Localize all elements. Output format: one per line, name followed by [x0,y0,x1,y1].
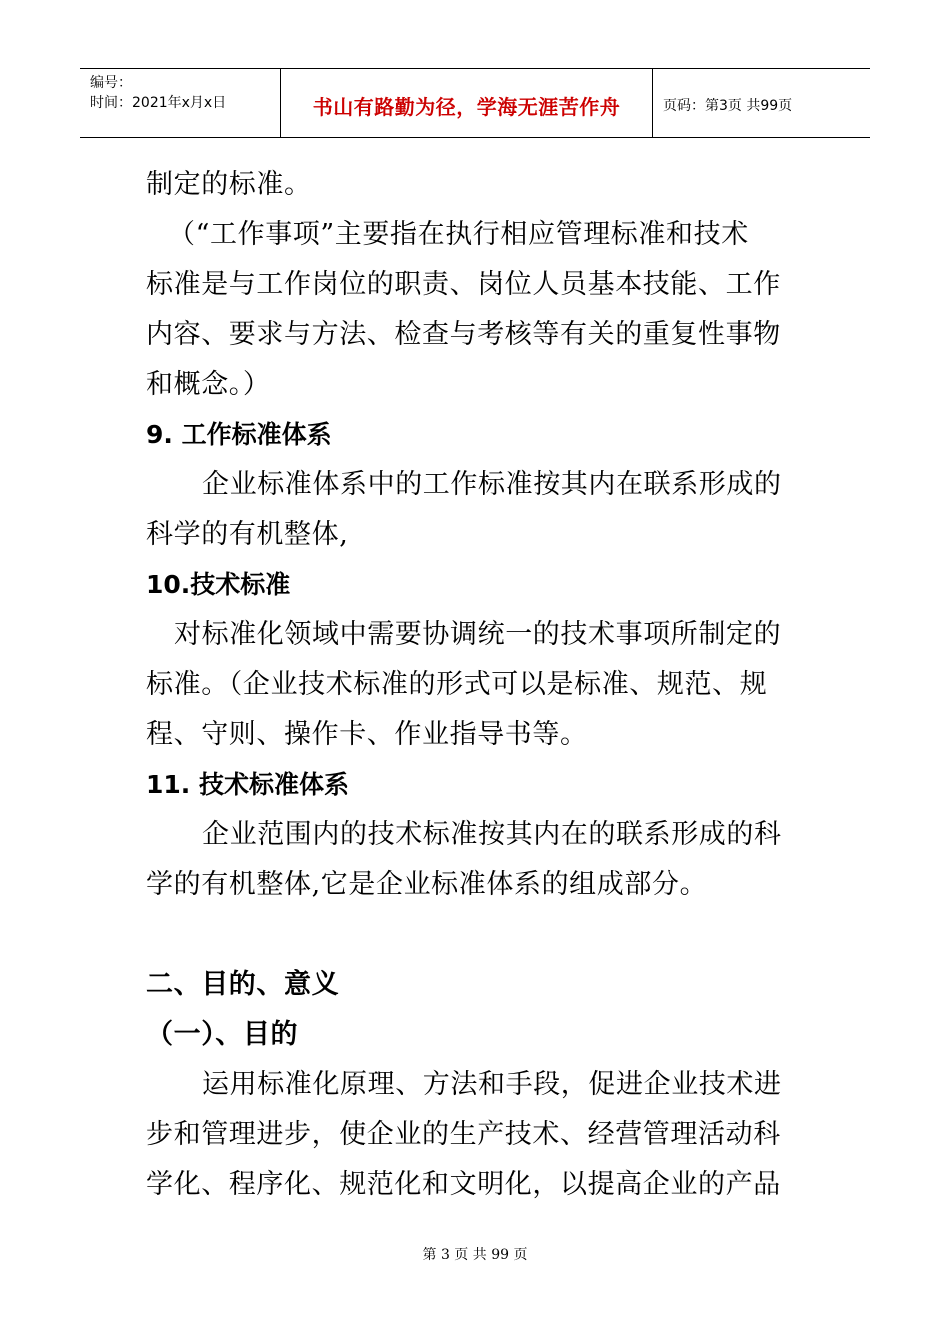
header-page-info: 页码：第3页 共99页 [663,98,793,114]
paragraph-line: 标准。（企业技术标准的形式可以是标准、规范、规 [146,669,768,700]
paragraph-line: 内容、要求与方法、检查与考核等有关的重复性事物 [146,319,781,350]
header-page-cell [653,69,870,137]
document-body [146,160,816,1210]
blank-line [146,910,816,960]
paragraph-line: 制定的标准。 [146,169,312,200]
header-motto: 书山有路勤为径，学海无涯苦作舟 [312,94,621,119]
header-motto-cell [281,69,653,137]
paragraph-line: 科学的有机整体, [146,519,349,550]
paragraph-line: 和概念。） [146,369,271,400]
paragraph-line: 对标准化领域中需要协调统一的技术事项所制定的 [174,619,782,650]
document-number-label: 编号： [90,75,132,91]
section-heading: 11. 技术标准体系 [146,770,349,799]
paragraph-line: 企业范围内的技术标准按其内在的联系形成的科 [202,819,782,850]
section-heading: 10.技术标准 [146,570,291,599]
paragraph-line: 企业标准体系中的工作标准按其内在联系形成的 [202,469,782,500]
document-time-label: 时间：2021年x月x日 [90,95,227,111]
header-meta [80,69,281,137]
paragraph-line: 学化、程序化、规范化和文明化，以提高企业的产品 [146,1169,781,1200]
section-heading: 9. 工作标准体系 [146,420,332,449]
page-footer: 第 3 页 共 99 页 [422,1247,528,1263]
paragraph-line: 步和管理进步，使企业的生产技术、经营管理活动科 [146,1119,781,1150]
paragraph-line: 运用标准化原理、方法和手段，促进企业技术进 [202,1069,782,1100]
paragraph-line: 程、守则、操作卡、作业指导书等。 [146,719,588,750]
paragraph-line: 标准是与工作岗位的职责、岗位人员基本技能、工作 [146,269,781,300]
page-header [80,68,870,138]
paragraph-line: 学的有机整体,它是企业标准体系的组成部分。 [146,869,708,900]
paragraph-line: （“工作事项”主要指在执行相应管理标准和技术 [168,219,749,250]
subsection-heading: （一）、目的 [146,1019,299,1050]
chapter-heading: 二、目的、意义 [146,969,340,1000]
